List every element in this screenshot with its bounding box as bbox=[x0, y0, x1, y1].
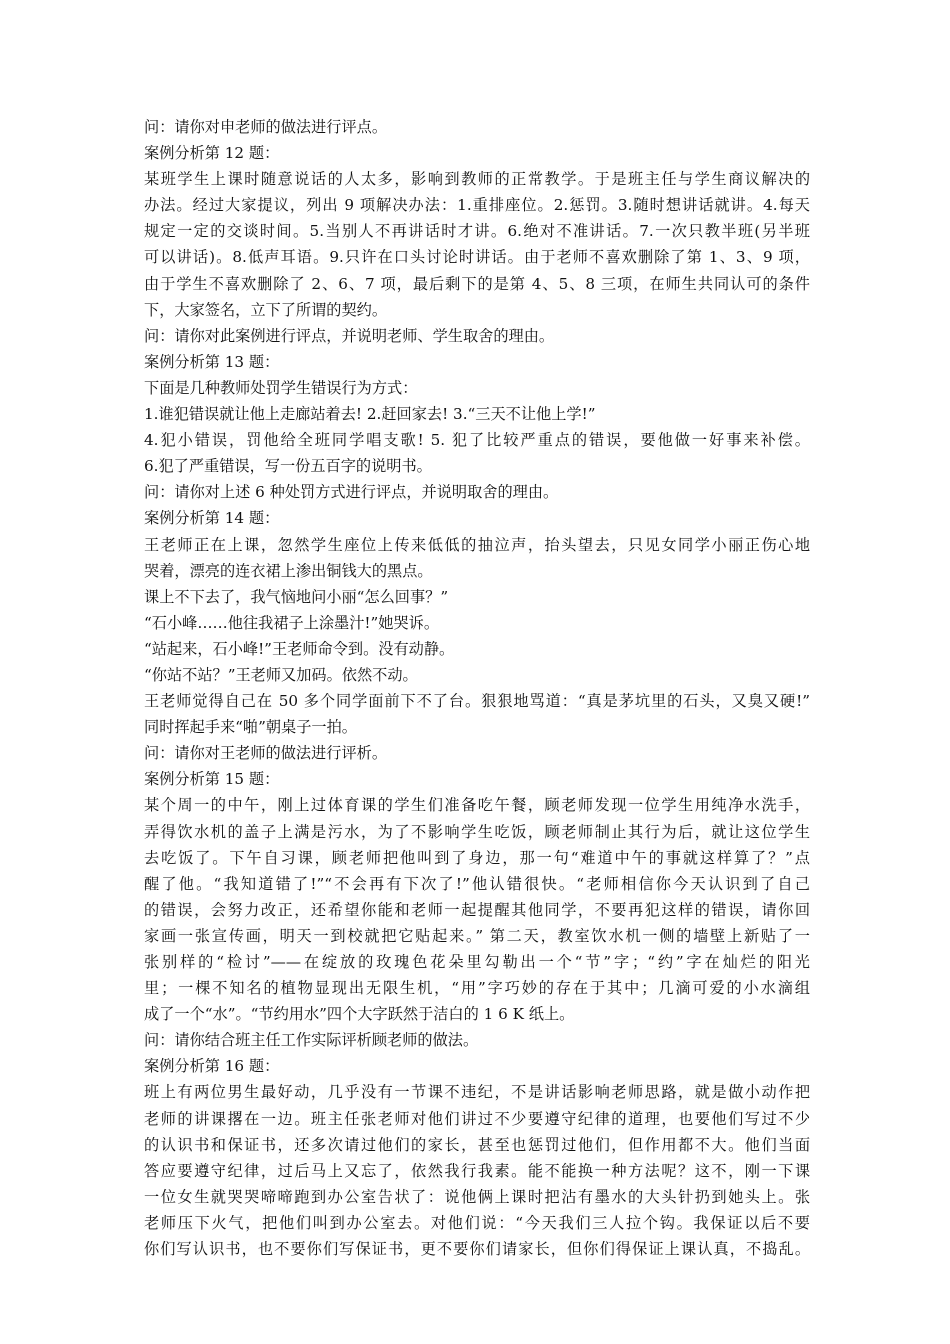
text-line: 哭着，漂亮的连衣裙上渗出铜钱大的黑点。 bbox=[144, 561, 433, 580]
text-line: 的认识书和保证书，还多次请过他们的家长，甚至也惩罚过他们，但作用都不大。他们当面 bbox=[144, 1135, 810, 1154]
text-line: 1.谁犯错误就让他上走廊站着去! 2.赶回家去! 3.“三天不让他上学!” bbox=[144, 405, 596, 424]
text-line: 某班学生上课时随意说话的人太多，影响到教师的正常教学。于是班主任与学生商议解决的 bbox=[144, 170, 810, 189]
text-line: 里；一棵不知名的植物显现出无限生机，“用”字巧妙的存在于其中；几滴可爱的小水滴组 bbox=[144, 979, 810, 998]
text-line: 老师的讲课撂在一边。班主任张老师对他们讲过不少要遵守纪律的道理，也要他们写过不少 bbox=[144, 1109, 810, 1128]
text-line: 问：请你对上述 6 种处罚方式进行评点，并说明取舍的理由。 bbox=[144, 483, 559, 502]
text-line: 由于学生不喜欢删除了 2、6、7 项，最后剩下的是第 4、5、8 三项，在师生共同认可的条件 bbox=[144, 274, 810, 293]
text-line: 6.犯了严重错误，写一份五百字的说明书。 bbox=[144, 457, 432, 476]
text-line: 同时挥起手来“啪”朝桌子一拍。 bbox=[144, 718, 357, 737]
text-line: 王老师觉得自己在 50 多个同学面前下不了台。狠狠地骂道：“真是茅坑里的石头，又臭又硬!” bbox=[144, 692, 810, 711]
text-line: 问：请你结合班主任工作实际评析顾老师的做法。 bbox=[144, 1031, 479, 1050]
text-line: 老师压下火气，把他们叫到办公室去。对他们说：“今天我们三人拉个钩。我保证以后不要 bbox=[144, 1213, 810, 1232]
document-body bbox=[144, 114, 810, 1262]
text-line: “你站不站？”王老师又加码。依然不动。 bbox=[144, 665, 418, 684]
text-line: 下，大家签名，立下了所谓的契约。 bbox=[144, 300, 387, 319]
text-line: “石小峰……他往我裙子上涂墨汁!”她哭诉。 bbox=[144, 613, 440, 632]
text-line: 某个周一的中午，刚上过体育课的学生们准备吃午餐，顾老师发现一位学生用纯净水洗手， bbox=[144, 796, 810, 815]
text-line: 案例分析第 16 题： bbox=[144, 1057, 280, 1076]
text-line: 下面是几种教师处罚学生错误行为方式： bbox=[144, 378, 418, 397]
text-line: 规定一定的交谈时间。5.当别人不再讲话时才讲。6.绝对不准讲话。7.一次只教半班(另半班 bbox=[144, 222, 810, 241]
text-line: 班上有两位男生最好动，几乎没有一节课不违纪，不是讲话影响老师思路，就是做小动作把 bbox=[144, 1083, 810, 1102]
text-line: 4.犯小错误，罚他给全班同学唱支歌! 5. 犯了比较严重点的错误，要他做一好事来补偿。 bbox=[144, 431, 810, 450]
text-line: 案例分析第 13 题： bbox=[144, 352, 280, 371]
text-line: 问：请你对申老师的做法进行评点。 bbox=[144, 118, 387, 136]
text-line: 问：请你对此案例进行评点，并说明老师、学生取舍的理由。 bbox=[144, 326, 555, 345]
text-line: 一位女生就哭哭啼啼跑到办公室告状了：说他俩上课时把沾有墨水的大头针扔到她头上。张 bbox=[144, 1187, 810, 1206]
text-line: 案例分析第 12 题： bbox=[144, 144, 280, 163]
text-line: 家画一张宣传画，明天一到校就把它贴起来。” 第二天，教室饮水机一侧的墙壁上新贴了一 bbox=[144, 926, 810, 945]
text-line: 课上不下去了，我气恼地问小丽“怎么回事？” bbox=[144, 587, 449, 606]
text-line: 的错误，会努力改正，还希望你能和老师一起提醒其他同学，不要再犯这样的错误，请你回 bbox=[144, 900, 810, 919]
text-line: 成了一个“水”。“节约用水”四个大字跃然于洁白的 1 6 K 纸上。 bbox=[144, 1005, 575, 1024]
text-line: 案例分析第 14 题： bbox=[144, 509, 280, 528]
text-line: “站起来，石小峰!”王老师命令到。没有动静。 bbox=[144, 639, 455, 658]
text-line: 案例分析第 15 题： bbox=[144, 770, 280, 789]
text-line: 弄得饮水机的盖子上满是污水，为了不影响学生吃饭，顾老师制止其行为后，就让这位学生 bbox=[144, 822, 810, 841]
text-line: 可以讲话)。8.低声耳语。9.只许在口头讨论时讲话。由于老师不喜欢删除了第 1、3、9 项， bbox=[144, 248, 810, 267]
text-line: 张别样的“检讨”——在绽放的玫瑰色花朵里勾勒出一个“节”字；“约”字在灿烂的阳光 bbox=[144, 953, 810, 971]
document-page bbox=[144, 114, 810, 1262]
text-line: 醒了他。“我知道错了!”“不会再有下次了!”他认错很快。“老师相信你今天认识到了自己 bbox=[144, 874, 810, 893]
text-line: 王老师正在上课，忽然学生座位上传来低低的抽泣声，抬头望去，只见女同学小丽正伤心地 bbox=[144, 535, 810, 554]
text-line: 办法。经过大家提议，列出 9 项解决办法：1.重排座位。2.惩罚。3.随时想讲话就讲。4.每天 bbox=[144, 196, 810, 215]
text-line: 问：请你对王老师的做法进行评析。 bbox=[144, 744, 387, 763]
text-line: 答应要遵守纪律，过后马上又忘了，依然我行我素。能不能换一种方法呢？这不，刚一下课 bbox=[144, 1161, 810, 1180]
text-line: 你们写认识书，也不要你们写保证书，更不要你们请家长，但你们得保证上课认真，不捣乱。 bbox=[144, 1240, 810, 1259]
text-line: 去吃饭了。下午自习课，顾老师把他叫到了身边，那一句“难道中午的事就这样算了？”点 bbox=[144, 848, 810, 867]
